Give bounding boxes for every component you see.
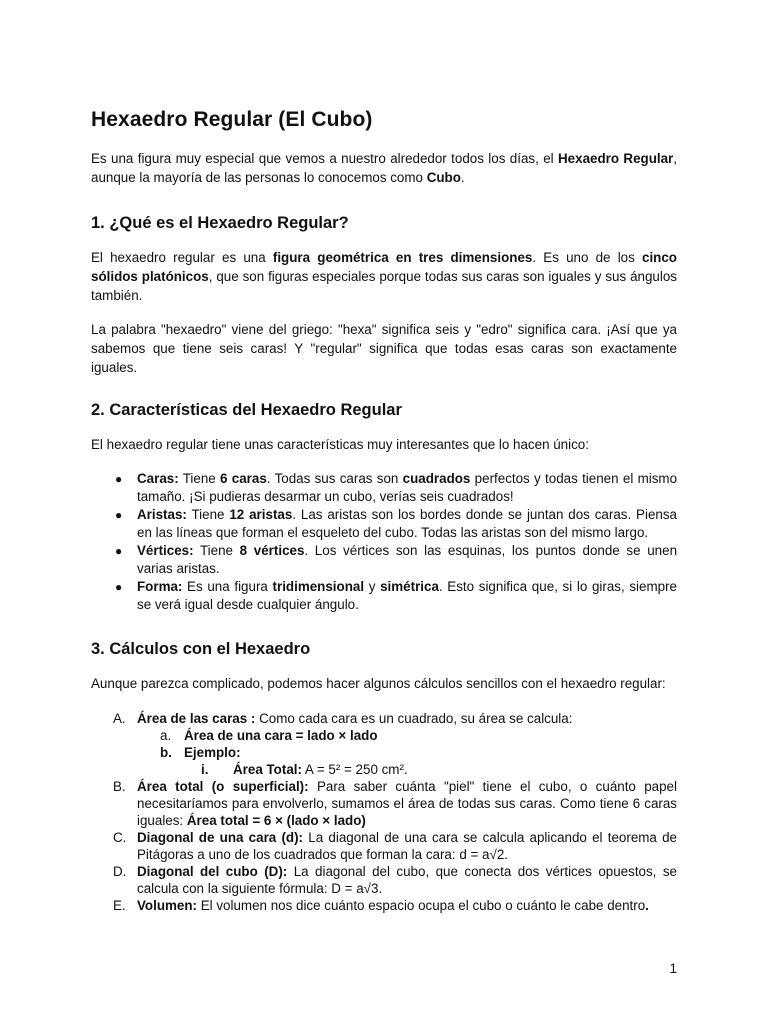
item-text: Como cada cara es un cuadrado, su área se calcula:	[255, 711, 573, 726]
item-text: y	[364, 579, 381, 594]
intro-bold: Cubo	[426, 170, 461, 185]
item-label: Área de las caras :	[137, 711, 256, 726]
list-marker: E.	[113, 898, 126, 913]
list-marker: a.	[160, 728, 172, 743]
page-title: Hexaedro Regular (El Cubo)	[91, 108, 373, 131]
list-item-diagonal-cubo	[91, 863, 677, 897]
item-bold: 12 aristas	[229, 507, 293, 522]
bullet-icon: ●	[115, 580, 123, 594]
item-text: La diagonal del cubo, que conecta dos vértices opuestos, se calcula con la siguiente fórmula: D = a√3.	[137, 864, 677, 896]
list-marker: C.	[113, 830, 127, 845]
sub-item-ejemplo	[91, 744, 677, 761]
item-text: El volumen nos dice cuánto espacio ocupa el cubo o cuánto le cabe dentro	[197, 898, 646, 913]
item-text: Tiene	[178, 471, 221, 486]
item-text: . Esto significa que, si lo giras, siempre se verá igual desde cualquier ángulo.	[137, 579, 677, 612]
item-text: . Las aristas son los bordes donde se juntan dos caras. Piensa en las líneas que forman el esqueleto del cubo. Todas las aristas son del mismo largo.	[137, 507, 678, 540]
list-item-forma	[91, 578, 677, 614]
paragraph-bold: cinco sólidos platónicos	[91, 250, 677, 284]
item-text: A = 5² = 250 cm².	[301, 762, 408, 777]
page-number: 1	[669, 961, 677, 976]
intro-text: , aunque la mayoría de las personas lo conocemos como	[91, 151, 677, 185]
section-1-paragraph-2: La palabra "hexaedro" viene del griego: "hexa" significa seis y "edro" significa cara. ¡Así que ya sabemos que tiene seis caras! Y "regular" significa que todas esas caras son exactamente iguales.	[91, 322, 677, 375]
list-item-volumen	[91, 897, 677, 914]
section-1-paragraph-1	[91, 248, 677, 305]
sub-sub-item-area-total	[91, 761, 677, 778]
item-label: Forma:	[137, 579, 183, 594]
item-text: Tiene	[193, 543, 240, 558]
section-2-heading: 2. Características del Hexaedro Regular	[91, 401, 402, 419]
item-label: Caras:	[137, 471, 179, 486]
list-marker: D.	[113, 864, 127, 879]
item-text: La diagonal de una cara se calcula aplicando el teorema de Pitágoras a uno de los cuadrados que forman la cara: d = a√2.	[137, 830, 677, 862]
item-bold: cuadrados	[402, 471, 471, 486]
list-marker: B.	[113, 779, 126, 794]
document-content	[91, 106, 677, 914]
list-item-area-caras	[91, 710, 677, 727]
paragraph-text: , que son figuras especiales porque todas sus caras son iguales y sus ángulos también.	[91, 269, 677, 303]
bullet-icon: ●	[115, 544, 123, 558]
section-2-paragraph-1: El hexaedro regular tiene unas características muy interesantes que lo hacen único:	[91, 437, 589, 452]
list-marker: A.	[113, 711, 126, 726]
paragraph-text: . Es uno de los	[532, 250, 643, 265]
list-item-vertices	[91, 542, 677, 578]
section-3-heading: 3. Cálculos con el Hexaedro	[91, 640, 311, 658]
sub-item-area-una-cara	[91, 727, 677, 744]
item-label: Vértices:	[137, 543, 194, 558]
item-label: Volumen:	[137, 898, 198, 913]
list-item-area-total	[91, 778, 677, 829]
intro-paragraph	[91, 149, 677, 187]
item-label: Área total (o superficial):	[137, 779, 309, 794]
item-text: Para saber cuánta "piel" tiene el cubo, o cuánto papel necesitaríamos para envolverlo, sumamos el área de todas sus caras. Como tiene 6 caras iguales:	[137, 779, 677, 828]
item-bold: Área de una cara = lado × lado	[184, 728, 378, 743]
section-1-heading: 1. ¿Qué es el Hexaedro Regular?	[91, 214, 349, 232]
paragraph-text: El hexaedro regular es una	[91, 250, 273, 265]
bullet-icon: ●	[115, 508, 123, 522]
item-bold: .	[645, 898, 649, 913]
item-text: . Los vértices son las esquinas, los puntos donde se unen varias aristas.	[137, 543, 678, 576]
list-marker: i.	[201, 762, 209, 777]
paragraph-bold: figura geométrica en tres dimensiones	[272, 250, 533, 265]
item-bold: 8 vértices	[239, 543, 305, 558]
item-text: Tiene	[186, 507, 230, 522]
list-item-aristas	[91, 506, 677, 542]
item-bold: 6 caras	[220, 471, 267, 486]
list-item-caras	[91, 470, 677, 506]
item-label: Diagonal del cubo (D):	[137, 864, 288, 879]
item-label: Diagonal de una cara (d):	[137, 830, 304, 845]
list-marker: b.	[160, 745, 172, 760]
intro-text: Es una figura muy especial que vemos a nuestro alrededor todos los días, el	[91, 151, 558, 166]
characteristics-list	[91, 470, 677, 614]
item-bold: Área total = 6 × (lado × lado)	[186, 813, 366, 828]
list-item-diagonal-cara	[91, 829, 677, 863]
item-text: Es una figura	[182, 579, 273, 594]
item-bold: Ejemplo:	[184, 745, 241, 760]
item-bold: Área Total:	[233, 762, 302, 777]
calculations-list	[91, 710, 677, 914]
item-text: . Todas sus caras son	[266, 471, 403, 486]
intro-bold: Hexaedro Regular	[558, 151, 674, 166]
intro-text: .	[460, 170, 465, 185]
item-bold: simétrica	[380, 579, 439, 594]
item-text: perfectos y todas tienen el mismo tamaño. ¡Si pudieras desarmar un cubo, verías seis cuadrados!	[137, 471, 678, 504]
item-bold: tridimensional	[272, 579, 365, 594]
section-3-paragraph-1: Aunque parezca complicado, podemos hacer algunos cálculos sencillos con el hexaedro regular:	[91, 676, 666, 691]
item-label: Aristas:	[137, 507, 187, 522]
bullet-icon: ●	[115, 472, 123, 486]
